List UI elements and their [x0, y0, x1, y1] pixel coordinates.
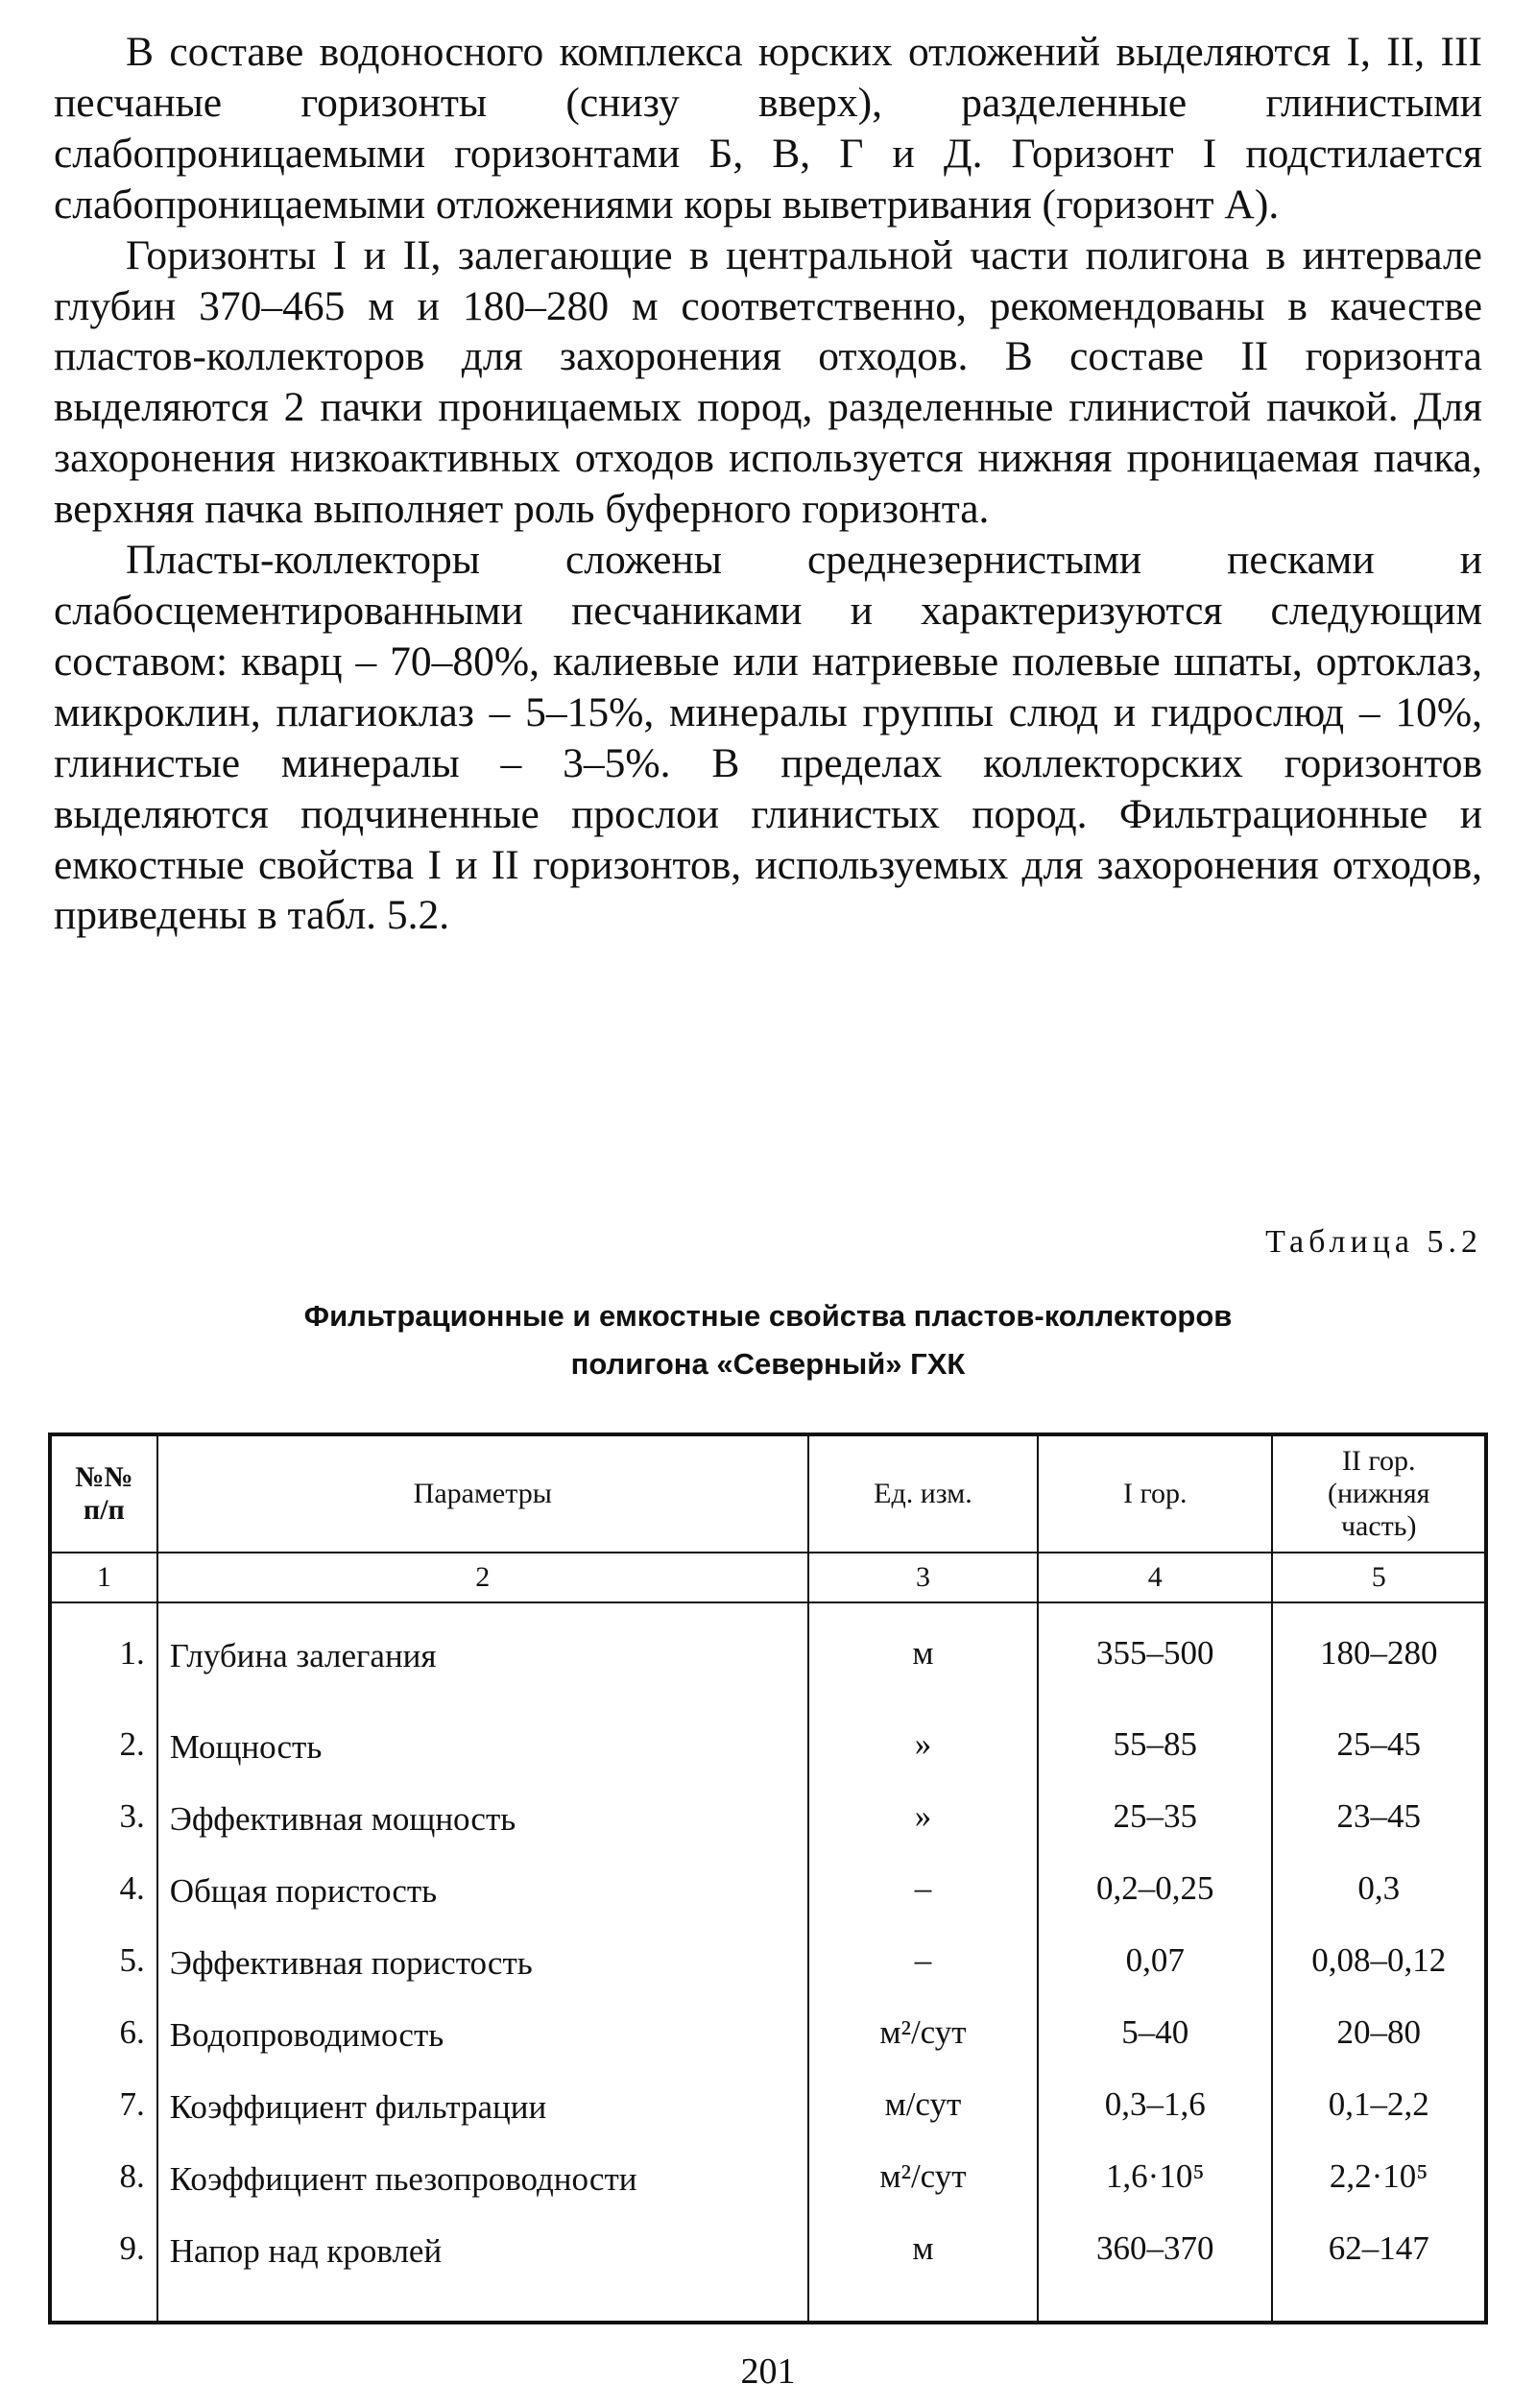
column-number: 2 — [157, 1553, 808, 1602]
row-unit: » — [808, 1786, 1038, 1858]
table-label: Таблица 5.2 — [1265, 1224, 1482, 1260]
header-horizon-1: I гор. — [1038, 1434, 1272, 1553]
header-horizon-2-line-3: часть) — [1340, 1510, 1417, 1542]
row-unit: – — [808, 1930, 1038, 2002]
paragraph-1: В составе водоносного комплекса юрских отложений выделяются I, II, III песчаные горизонты (снизу вверх), разделенные глинистыми слабопроницаемыми горизонтами Б, В, Г и Д. Горизонт I подстилается слабопроницаемыми отложениями коры выветривания (горизонт А). — [54, 29, 1482, 228]
row-horizon-2: 25–45 — [1272, 1714, 1486, 1786]
row-parameter: Коэффициент фильтрации — [157, 2074, 808, 2146]
column-number: 1 — [50, 1553, 157, 1602]
table-title-line-1: Фильтрационные и емкостные свойства пластов-коллекторов — [303, 1299, 1233, 1333]
table-row — [50, 1714, 1486, 1786]
column-number: 3 — [808, 1553, 1038, 1602]
header-number-line-1: №№ — [75, 1461, 133, 1493]
table-row — [50, 1858, 1486, 1930]
row-horizon-1: 0,3–1,6 — [1038, 2074, 1272, 2146]
row-number: 5. — [50, 1930, 157, 2002]
row-number: 6. — [50, 2002, 157, 2074]
table-row — [50, 2146, 1486, 2218]
row-unit: » — [808, 1714, 1038, 1786]
row-parameter: Глубина залегания — [157, 1602, 808, 1714]
table-row — [50, 2002, 1486, 2074]
row-unit: м — [808, 2218, 1038, 2323]
column-number-row — [50, 1553, 1486, 1602]
table-row — [50, 2218, 1486, 2323]
page-number: 201 — [740, 2351, 796, 2392]
row-horizon-1: 5–40 — [1038, 2002, 1272, 2074]
row-horizon-1: 355–500 — [1038, 1602, 1272, 1714]
body-text — [54, 27, 1482, 941]
row-horizon-2: 62–147 — [1272, 2218, 1486, 2323]
column-number: 5 — [1272, 1553, 1486, 1602]
row-parameter: Эффективная мощность — [157, 1786, 808, 1858]
table-row — [50, 1602, 1486, 1714]
properties-table — [48, 1433, 1488, 2324]
row-number: 9. — [50, 2218, 157, 2323]
table-header-row — [50, 1434, 1486, 1553]
table-row — [50, 1786, 1486, 1858]
row-parameter: Эффективная пористость — [157, 1930, 808, 2002]
row-horizon-1: 1,6·10⁵ — [1038, 2146, 1272, 2218]
table-title-line-2: полигона «Северный» ГХК — [570, 1347, 966, 1381]
table-title — [0, 1292, 1536, 1388]
row-horizon-2: 0,08–0,12 — [1272, 1930, 1486, 2002]
row-unit: – — [808, 1858, 1038, 1930]
row-horizon-2: 23–45 — [1272, 1786, 1486, 1858]
header-number-line-2: п/п — [83, 1494, 125, 1526]
header-number — [50, 1434, 157, 1553]
row-unit: м²/сут — [808, 2146, 1038, 2218]
table-row — [50, 1930, 1486, 2002]
row-number: 3. — [50, 1786, 157, 1858]
row-number: 4. — [50, 1858, 157, 1930]
row-parameter: Общая пористость — [157, 1858, 808, 1930]
column-number: 4 — [1038, 1553, 1272, 1602]
row-number: 2. — [50, 1714, 157, 1786]
row-number: 8. — [50, 2146, 157, 2218]
header-parameters: Параметры — [157, 1434, 808, 1553]
row-horizon-2: 2,2·10⁵ — [1272, 2146, 1486, 2218]
row-unit: м — [808, 1602, 1038, 1714]
paragraph-2: Горизонты I и II, залегающие в центральной части полигона в интервале глубин 370–465 м и 180–280 м соответственно, рекомендованы в качестве пластов-коллекторов для захоронения отходов. В составе II горизонта выделяются 2 пачки проницаемых пород, разделенные глинистой пачкой. Для захоронения низкоактивных отходов используется нижняя проницаемая пачка, верхняя пачка выполняет роль буферного горизонта. — [54, 231, 1482, 533]
row-horizon-2: 180–280 — [1272, 1602, 1486, 1714]
row-parameter: Мощность — [157, 1714, 808, 1786]
row-horizon-1: 0,07 — [1038, 1930, 1272, 2002]
row-horizon-2: 20–80 — [1272, 2002, 1486, 2074]
row-horizon-1: 25–35 — [1038, 1786, 1272, 1858]
row-horizon-1: 360–370 — [1038, 2218, 1272, 2323]
header-horizon-2-line-2: (нижняя — [1327, 1478, 1430, 1509]
row-parameter: Водопроводимость — [157, 2002, 808, 2074]
header-horizon-2 — [1272, 1434, 1486, 1553]
row-unit: м²/сут — [808, 2002, 1038, 2074]
row-parameter: Коэффициент пьезопроводности — [157, 2146, 808, 2218]
table-body — [50, 1602, 1486, 2323]
header-unit: Ед. изм. — [808, 1434, 1038, 1553]
row-horizon-2: 0,3 — [1272, 1858, 1486, 1930]
row-horizon-2: 0,1–2,2 — [1272, 2074, 1486, 2146]
row-horizon-1: 55–85 — [1038, 1714, 1272, 1786]
table-row — [50, 2074, 1486, 2146]
row-unit: м/сут — [808, 2074, 1038, 2146]
paragraph-3: Пласты-коллекторы сложены среднезернистыми песками и слабосцементированными песчаниками и характеризуются следующим составом: кварц – 70–80%, калиевые или натриевые полевые шпаты, ортоклаз, микроклин, плагиоклаз – 5–15%, минералы группы слюд и гидрослюд – 10%, глинистые минералы – 3–5%. В пределах коллекторских горизонтов выделяются подчиненные прослои глинистых пород. Фильтрационные и емкостные свойства I и II горизонтов, используемых для захоронения отходов, приведены в табл. 5.2. — [54, 537, 1482, 939]
row-horizon-1: 0,2–0,25 — [1038, 1858, 1272, 1930]
header-horizon-2-line-1: II гор. — [1341, 1445, 1416, 1477]
row-number: 1. — [50, 1602, 157, 1714]
row-parameter: Напор над кровлей — [157, 2218, 808, 2323]
row-number: 7. — [50, 2074, 157, 2146]
